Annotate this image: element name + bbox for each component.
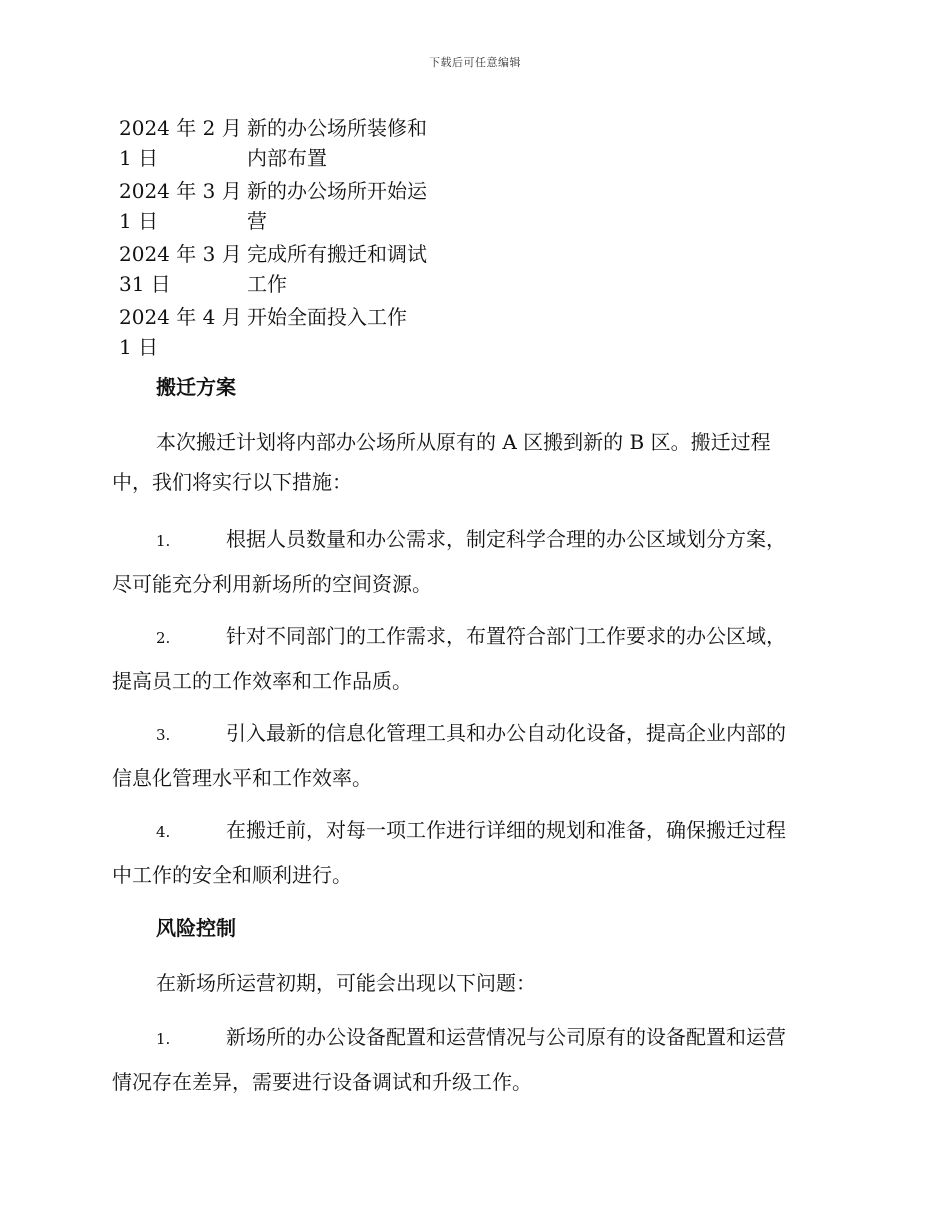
- schedule-event: [247, 176, 447, 239]
- list-item: [112, 712, 834, 800]
- risk-heading: 风险控制: [156, 916, 236, 940]
- event-line: 新的办公场所装修和: [247, 116, 427, 140]
- date-line: 2024 年 3 月: [119, 179, 242, 203]
- item-text: 信息化管理水平和工作效率。: [112, 766, 372, 790]
- event-line: 新的办公场所开始运: [247, 179, 427, 203]
- list-item: [112, 518, 834, 606]
- date-line: 2024 年 4 月: [119, 305, 242, 329]
- item-text: 尽可能充分利用新场所的空间资源。: [112, 572, 432, 596]
- table-row: [119, 302, 447, 365]
- table-row: [119, 176, 447, 239]
- intro-line: 本次搬迁计划将内部办公场所从原有的 A 区搬到新的 B 区。搬迁过程: [156, 430, 771, 454]
- event-line: 营: [247, 209, 267, 233]
- schedule-event: [247, 239, 447, 302]
- schedule-date: [119, 113, 247, 176]
- event-line: 开始全面投入工作: [247, 305, 407, 329]
- item-number: 3.: [156, 726, 171, 744]
- intro-line: 在新场所运营初期，可能会出现以下问题：: [156, 971, 536, 995]
- schedule-event: [247, 302, 447, 365]
- item-number: 1.: [156, 532, 171, 550]
- schedule-event: [247, 113, 447, 176]
- list-item: [112, 809, 834, 897]
- item-text: 在搬迁前，对每一项工作进行详细的规划和准备，确保搬迁过程: [226, 818, 786, 842]
- item-text: 针对不同部门的工作需求，布置符合部门工作要求的办公区域，: [226, 624, 786, 648]
- risk-intro: [112, 963, 834, 1003]
- table-row: [119, 239, 447, 302]
- item-text: 根据人员数量和办公需求，制定科学合理的办公区域划分方案，: [226, 527, 786, 551]
- item-text: 情况存在差异，需要进行设备调试和升级工作。: [112, 1070, 532, 1094]
- relocation-heading: 搬迁方案: [156, 375, 236, 399]
- header-note: 下载后可任意编辑: [429, 56, 521, 69]
- schedule-date: [119, 239, 247, 302]
- date-line: 1 日: [119, 335, 159, 359]
- list-item: [112, 615, 834, 703]
- relocation-intro: [112, 422, 834, 502]
- item-number: 4.: [156, 823, 171, 841]
- table-row: [119, 113, 447, 176]
- item-number: 1.: [156, 1030, 171, 1048]
- list-item: [112, 1016, 834, 1104]
- date-line: 2024 年 2 月: [119, 116, 242, 140]
- schedule-table: [119, 113, 447, 365]
- date-line: 31 日: [119, 272, 171, 296]
- item-text: 中工作的安全和顺利进行。: [112, 863, 352, 887]
- date-line: 2024 年 3 月: [119, 242, 242, 266]
- event-line: 内部布置: [247, 146, 327, 170]
- schedule-date: [119, 176, 247, 239]
- date-line: 1 日: [119, 146, 159, 170]
- schedule-date: [119, 302, 247, 365]
- item-text: 引入最新的信息化管理工具和办公自动化设备，提高企业内部的: [226, 721, 786, 745]
- item-text: 新场所的办公设备配置和运营情况与公司原有的设备配置和运营: [226, 1025, 786, 1049]
- item-number: 2.: [156, 629, 171, 647]
- date-line: 1 日: [119, 209, 159, 233]
- intro-line: 中，我们将实行以下措施：: [112, 470, 352, 494]
- item-text: 提高员工的工作效率和工作品质。: [112, 669, 412, 693]
- event-line: 完成所有搬迁和调试: [247, 242, 427, 266]
- event-line: 工作: [247, 272, 287, 296]
